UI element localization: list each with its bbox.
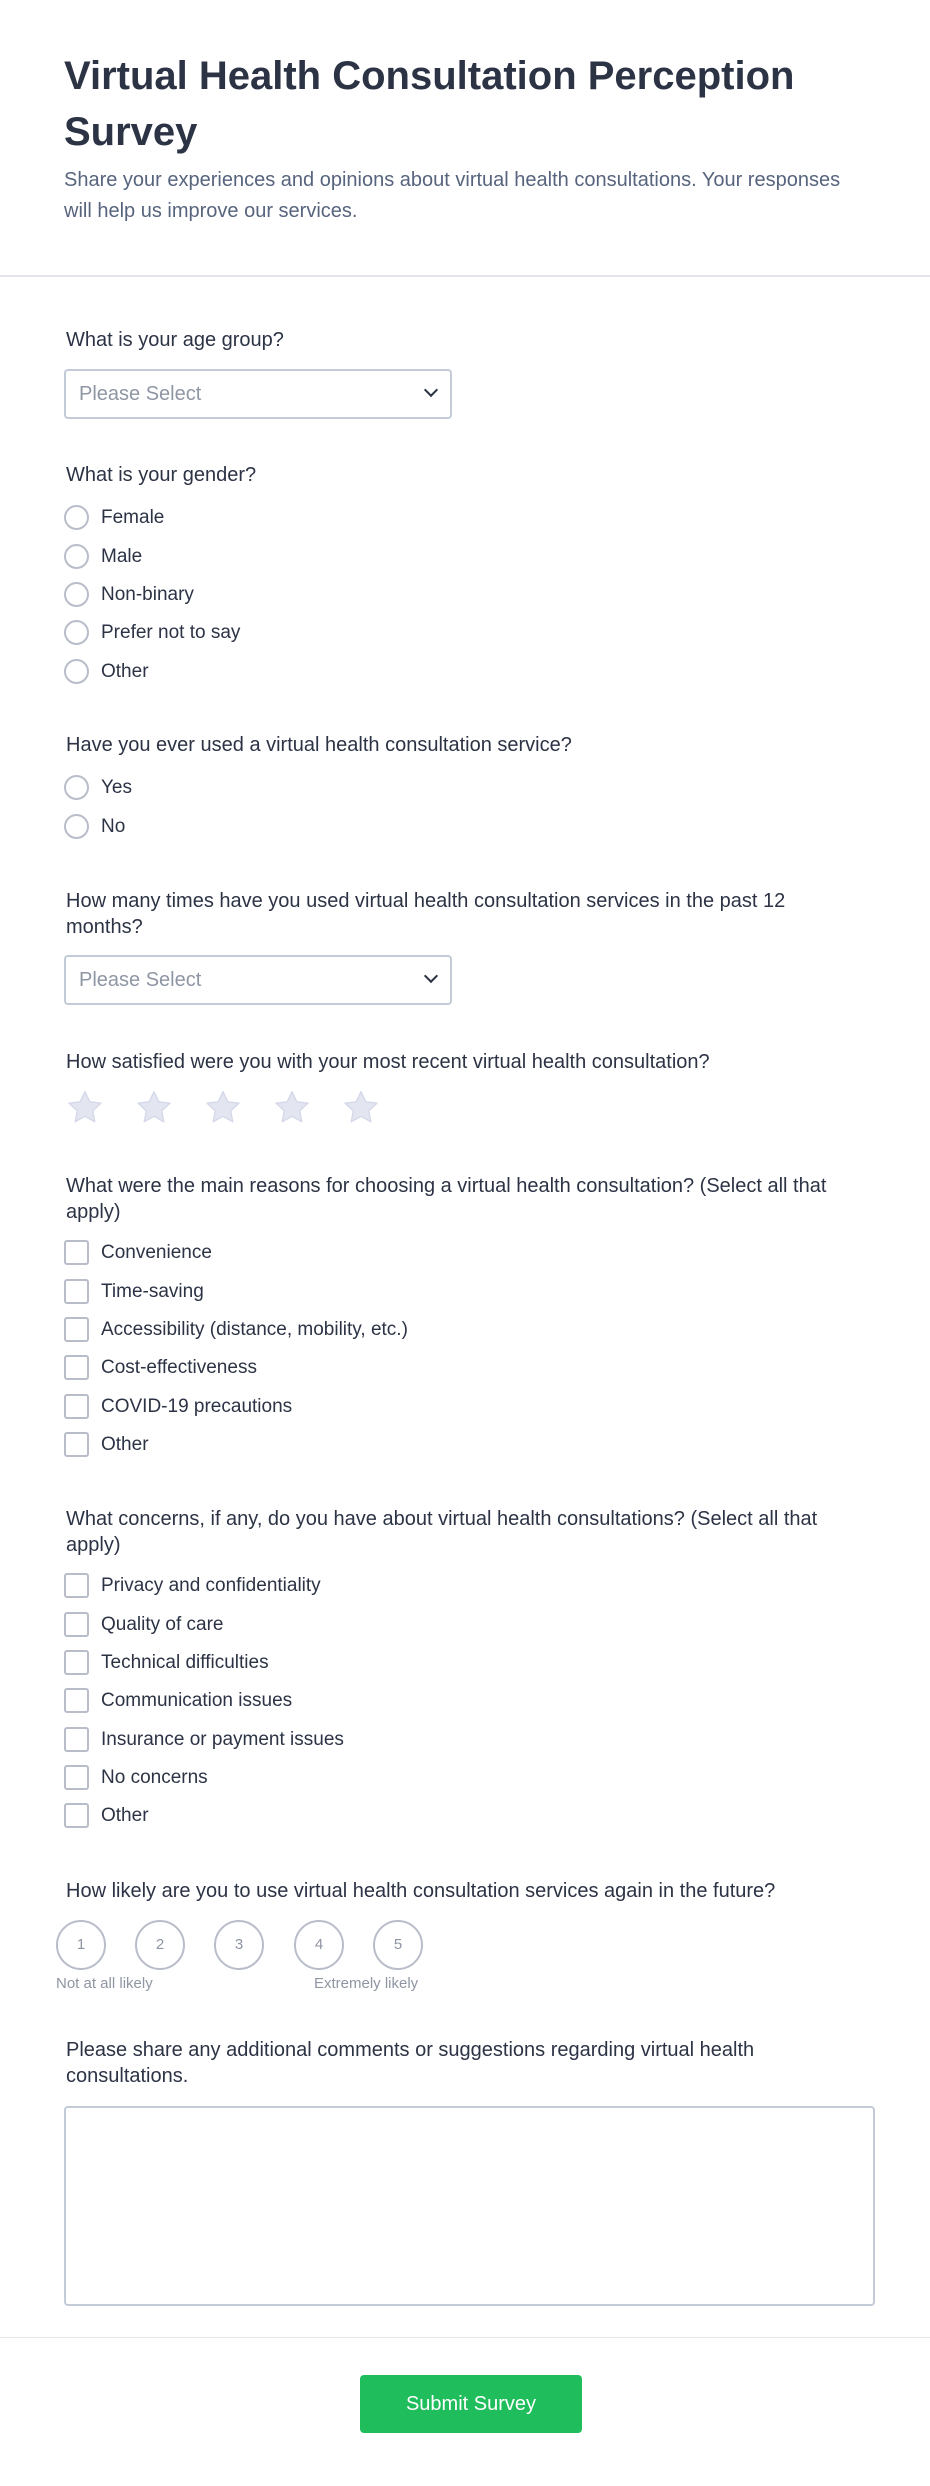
- reason-option-label: Accessibility (distance, mobility, etc.): [101, 1319, 408, 1340]
- reason-option-label: COVID-19 precautions: [101, 1396, 293, 1417]
- checkbox[interactable]: [64, 1688, 89, 1713]
- concern-option-label: No concerns: [101, 1767, 208, 1788]
- star-icon[interactable]: [202, 1088, 244, 1128]
- question-age-label: What is your age group?: [66, 329, 284, 351]
- question-reasons-label: What were the main reasons for choosing a virtual health consultation? (Select all that apply): [66, 1175, 827, 1223]
- radio-button[interactable]: [64, 775, 89, 800]
- question-likely-label: How likely are you to use virtual health consultation services again in the future?: [66, 1880, 776, 1902]
- checkbox[interactable]: [64, 1317, 89, 1342]
- footer-divider: [0, 2337, 930, 2338]
- used-option-label: Yes: [101, 777, 132, 798]
- question-concerns-label: What concerns, if any, do you have about virtual health consultations? (Select all that apply): [66, 1508, 818, 1556]
- star-icon[interactable]: [271, 1088, 313, 1128]
- gender-option-label: Prefer not to say: [101, 622, 241, 643]
- scale-min-label: Not at all likely: [56, 1975, 153, 1992]
- reason-option-label: Other: [101, 1434, 149, 1455]
- times-used-select[interactable]: [64, 955, 452, 1005]
- page-title: Virtual Health Consultation Perception Survey: [64, 54, 795, 154]
- reason-option-label: Time-saving: [101, 1281, 204, 1302]
- checkbox[interactable]: [64, 1650, 89, 1675]
- checkbox[interactable]: [64, 1803, 89, 1828]
- submit-button[interactable]: Submit Survey: [360, 2375, 582, 2433]
- chevron-down-icon: [424, 383, 438, 397]
- star-icon[interactable]: [340, 1088, 382, 1128]
- scale-option-1[interactable]: 1: [56, 1920, 106, 1970]
- concern-option-label: Other: [101, 1805, 149, 1826]
- comments-textarea[interactable]: [64, 2106, 875, 2306]
- question-used-label: Have you ever used a virtual health consultation service?: [66, 734, 572, 756]
- radio-button[interactable]: [64, 505, 89, 530]
- checkbox[interactable]: [64, 1573, 89, 1598]
- age-group-select[interactable]: [64, 369, 452, 419]
- times-used-select-value: Please Select: [79, 969, 202, 991]
- scale-option-3[interactable]: 3: [214, 1920, 264, 1970]
- scale-option-2[interactable]: 2: [135, 1920, 185, 1970]
- age-group-select-value: Please Select: [79, 383, 202, 405]
- question-satisfaction-label: How satisfied were you with your most recent virtual health consultation?: [66, 1051, 710, 1073]
- checkbox[interactable]: [64, 1394, 89, 1419]
- question-comments-label: Please share any additional comments or suggestions regarding virtual health consultations.: [66, 2039, 755, 2087]
- concern-option-label: Privacy and confidentiality: [101, 1575, 321, 1596]
- chevron-down-icon: [424, 969, 438, 983]
- scale-max-label: Extremely likely: [314, 1975, 419, 1992]
- question-gender-label: What is your gender?: [66, 464, 257, 486]
- radio-button[interactable]: [64, 620, 89, 645]
- checkbox[interactable]: [64, 1355, 89, 1380]
- radio-button[interactable]: [64, 814, 89, 839]
- gender-option-label: Other: [101, 661, 149, 682]
- radio-button[interactable]: [64, 659, 89, 684]
- checkbox[interactable]: [64, 1240, 89, 1265]
- checkbox[interactable]: [64, 1432, 89, 1457]
- question-times-label: How many times have you used virtual health consultation services in the past 12 months?: [66, 890, 786, 938]
- star-icon[interactable]: [133, 1088, 175, 1128]
- gender-option-label: Non-binary: [101, 584, 194, 605]
- gender-option-label: Female: [101, 507, 165, 528]
- reason-option-label: Convenience: [101, 1242, 212, 1263]
- radio-button[interactable]: [64, 544, 89, 569]
- checkbox[interactable]: [64, 1612, 89, 1637]
- concern-option-label: Quality of care: [101, 1614, 224, 1635]
- reason-option-label: Cost-effectiveness: [101, 1357, 257, 1378]
- form-header: [0, 0, 930, 277]
- concern-option-label: Technical difficulties: [101, 1652, 269, 1673]
- checkbox[interactable]: [64, 1765, 89, 1790]
- concern-option-label: Communication issues: [101, 1690, 293, 1711]
- used-option-label: No: [101, 816, 126, 837]
- radio-button[interactable]: [64, 582, 89, 607]
- page-subtitle: Share your experiences and opinions about virtual health consultations. Your responses will help us improve our services.: [64, 169, 841, 222]
- gender-option-label: Male: [101, 546, 143, 567]
- scale-option-5[interactable]: 5: [373, 1920, 423, 1970]
- checkbox[interactable]: [64, 1727, 89, 1752]
- scale-option-4[interactable]: 4: [294, 1920, 344, 1970]
- checkbox[interactable]: [64, 1279, 89, 1304]
- star-icon[interactable]: [64, 1088, 106, 1128]
- concern-option-label: Insurance or payment issues: [101, 1729, 344, 1750]
